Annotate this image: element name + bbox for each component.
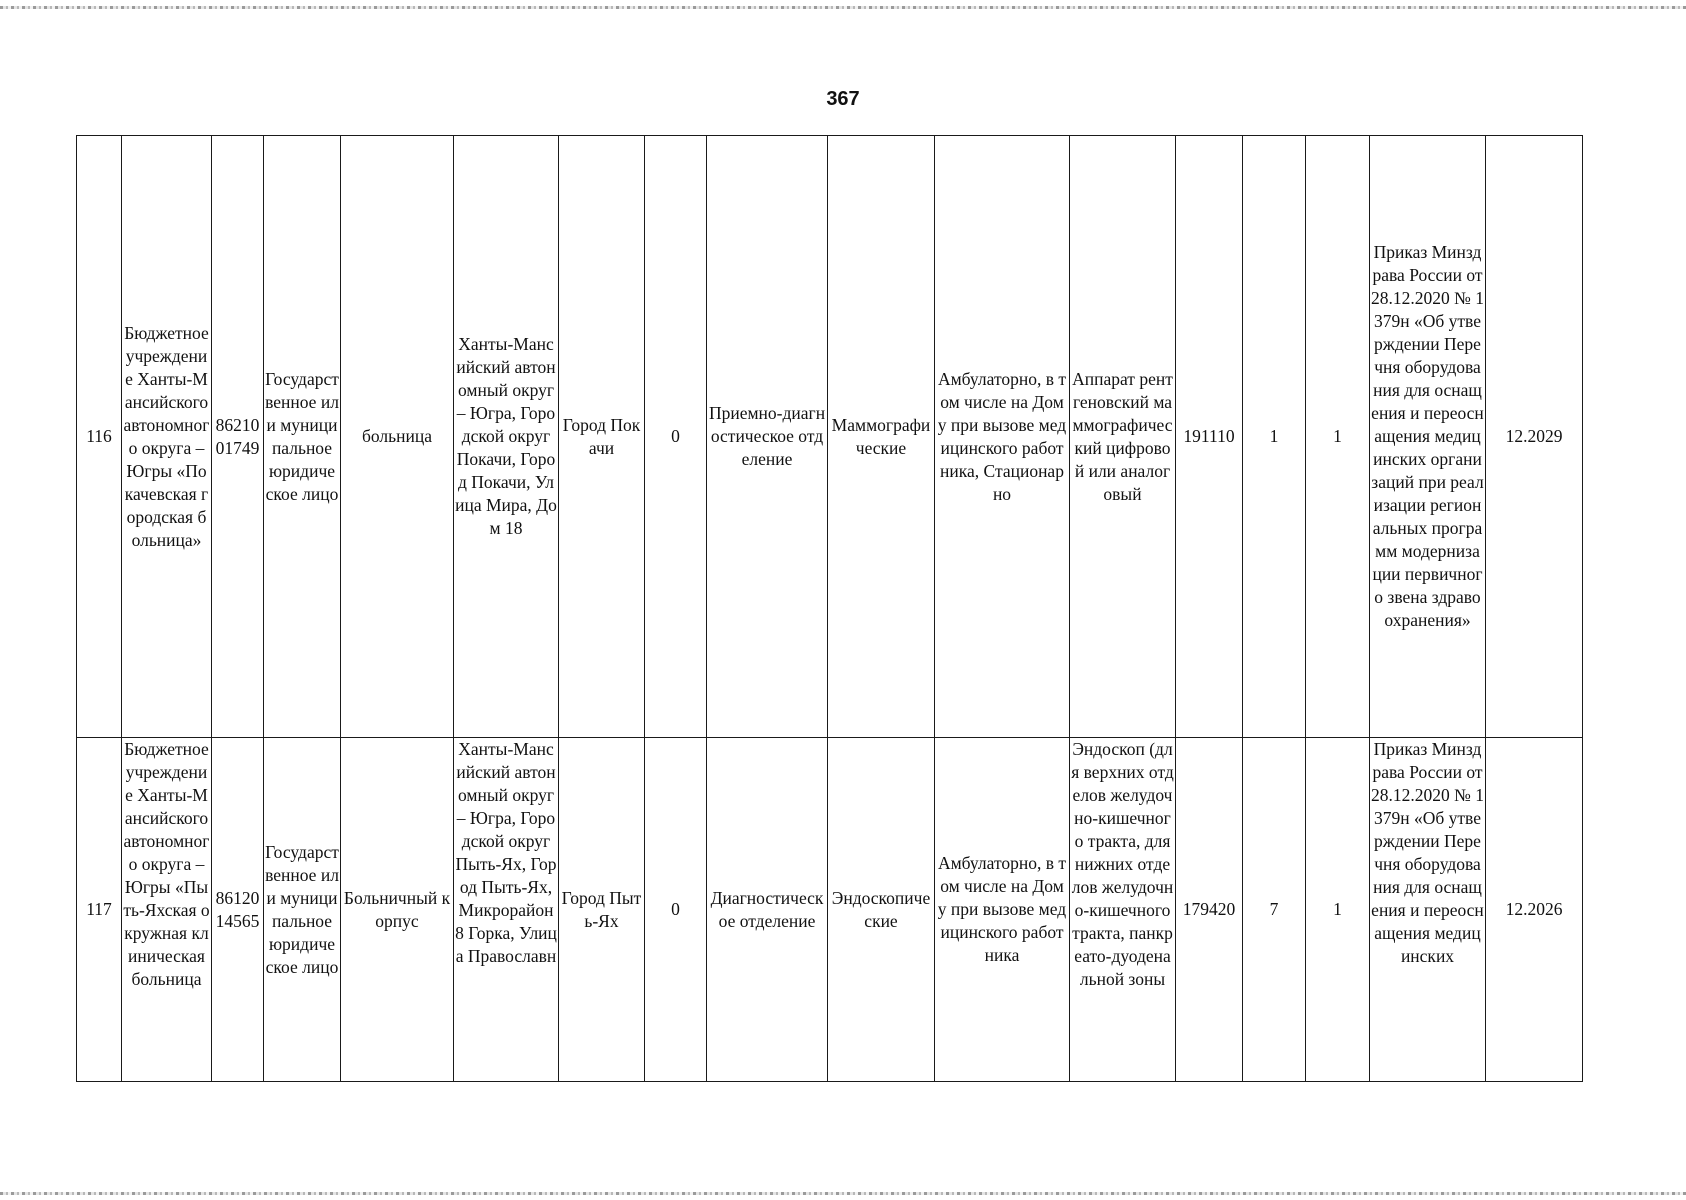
equipment-registry-table — [76, 135, 1583, 1082]
address: Ханты-Мансийский автономный округ – Югра, Городской округ Пыть-Ях, Город Пыть-Ях, Микрорайон 8 Горка, Улица Православн — [454, 738, 559, 1082]
address: Ханты-Мансийский автономный округ – Югра, Городской округ Покачи, Город Покачи, Улица Мира, Дом 18 — [454, 136, 559, 738]
page-number: 367 — [826, 88, 860, 110]
scan-edge-bottom — [0, 1192, 1686, 1195]
okpd-code: 191110 — [1176, 136, 1243, 738]
organization-code: 8612014565 — [212, 738, 264, 1082]
equipment-name: Эндоскоп (для верхних отделов желудочно-кишечного тракта, для нижних отделов желудочно-кишечного тракта, панкреато-дуоденальной зоны — [1070, 738, 1176, 1082]
zero-value: 0 — [645, 738, 707, 1082]
table-row — [77, 136, 1583, 738]
legal-form: Государственное или муниципальное юридическое лицо — [264, 136, 341, 738]
row-number: 116 — [77, 136, 122, 738]
object-type: Больничный корпус — [341, 738, 454, 1082]
regulatory-order: Приказ Минздрава России от 28.12.2020 № 1379н «Об утверждении Перечня оборудования для оснащения и переоснащения медицинских организаций при реализации региональных программ модернизации первичного звена здравоохранения» — [1370, 136, 1486, 738]
object-type: больница — [341, 136, 454, 738]
organization-name: Бюджетное учреждение Ханты-Мансийского автономного округа – Югры «Покачевская городская больница» — [122, 136, 212, 738]
scan-edge-top — [0, 6, 1686, 9]
department: Приемно-диагностическое отделение — [707, 136, 828, 738]
due-date: 12.2026 — [1486, 738, 1583, 1082]
specialty: Эндоскопические — [828, 738, 935, 1082]
table-row — [77, 738, 1583, 1082]
regulatory-order: Приказ Минздрава России от 28.12.2020 № 1379н «Об утверждении Перечня оборудования для оснащения и переоснащения медицинских — [1370, 738, 1486, 1082]
settlement: Город Пыть-Ях — [559, 738, 645, 1082]
care-conditions: Амбулаторно, в том числе на Дому при вызове медицинского работника — [935, 738, 1070, 1082]
quantity-b: 1 — [1306, 136, 1370, 738]
care-conditions: Амбулаторно, в том числе на Дому при вызове медицинского работника, Стационарно — [935, 136, 1070, 738]
organization-code: 8621001749 — [212, 136, 264, 738]
organization-name: Бюджетное учреждение Ханты-Мансийского автономного округа – Югры «Пыть-Яхская окружная клиническая больница — [122, 738, 212, 1082]
quantity-a: 1 — [1243, 136, 1306, 738]
okpd-code: 179420 — [1176, 738, 1243, 1082]
row-number: 117 — [77, 738, 122, 1082]
equipment-name: Аппарат рентгеновский маммографический цифровой или аналоговый — [1070, 136, 1176, 738]
due-date: 12.2029 — [1486, 136, 1583, 738]
settlement: Город Покачи — [559, 136, 645, 738]
specialty: Маммографические — [828, 136, 935, 738]
department: Диагностическое отделение — [707, 738, 828, 1082]
legal-form: Государственное или муниципальное юридическое лицо — [264, 738, 341, 1082]
zero-value: 0 — [645, 136, 707, 738]
quantity-a: 7 — [1243, 738, 1306, 1082]
quantity-b: 1 — [1306, 738, 1370, 1082]
